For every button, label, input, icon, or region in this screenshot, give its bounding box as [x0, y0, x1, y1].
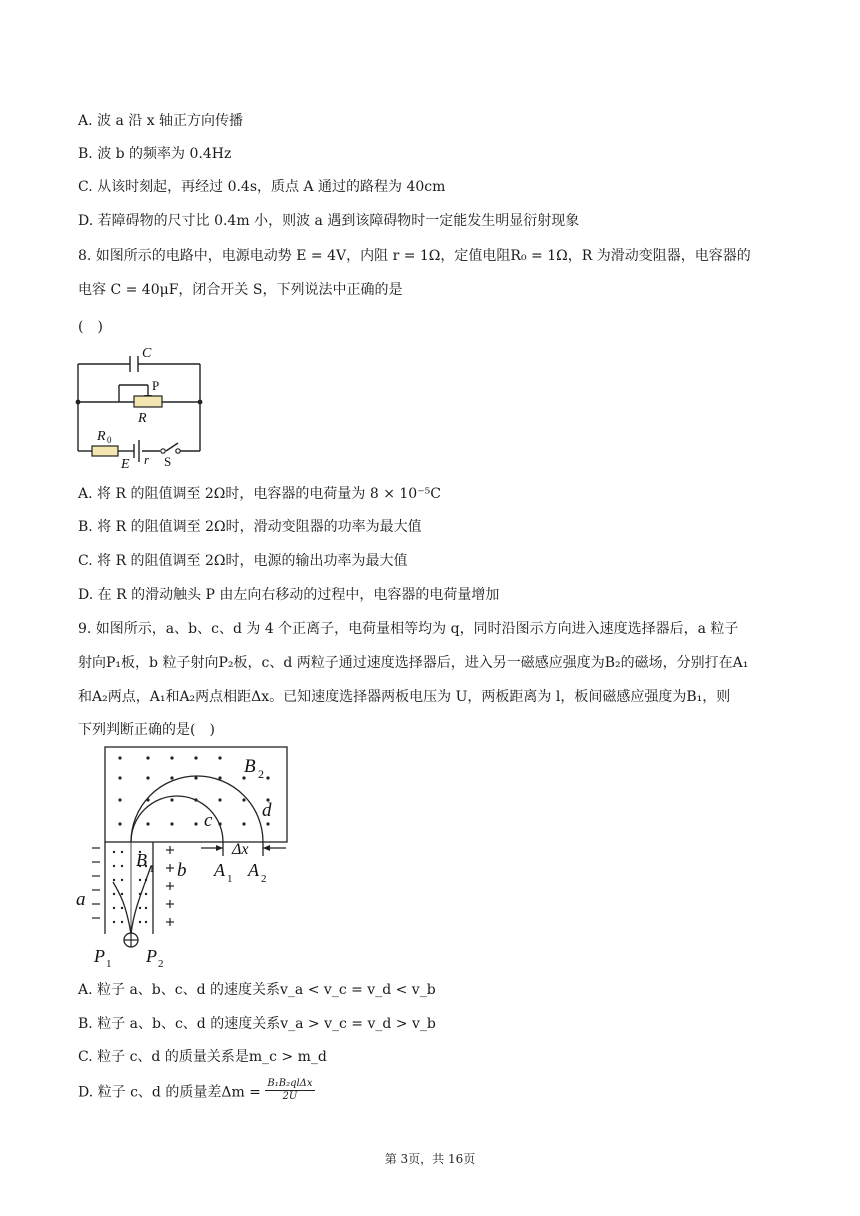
q9-option-d-prefix: D. 粒子 c、d 的质量差Δm =	[78, 1084, 266, 1101]
q9-stem-line4: 下列判断正确的是( )	[78, 722, 215, 738]
trajectory-a-label: a	[76, 889, 86, 910]
trajectory-d-label: d	[262, 800, 272, 821]
emf-label: E	[121, 457, 130, 470]
internal-resistance-label: r	[144, 452, 150, 467]
fraction-numerator: B₁B₂qlΔx	[267, 1078, 313, 1089]
q8-stem-line2: 电容 C = 40μF，闭合开关 S，下列说法中正确的是	[78, 282, 403, 298]
q9-stem-line3: 和A₂两点，A₁和A₂两点相距Δx。已知速度选择器两板电压为 U，两板距离为 l，板间磁感应强度为B₁，则	[78, 689, 731, 705]
q9-option-c: C. 粒子 c、d 的质量关系是m_c > m_d	[78, 1049, 327, 1065]
rheostat-label: R	[138, 411, 147, 426]
q7-option-a: A. 波 a 沿 x 轴正方向传播	[78, 113, 244, 129]
point-a1-subscript: 1	[227, 873, 233, 885]
resistor-r0-subscript: 0	[107, 435, 112, 445]
q8-circuit-diagram	[72, 340, 212, 470]
trajectory-b-label: b	[177, 860, 187, 881]
b2-label: B	[244, 756, 256, 777]
q7-option-b: B. 波 b 的频率为 0.4Hz	[78, 146, 232, 162]
q8-option-b: B. 将 R 的阻值调至 2Ω时，滑动变阻器的功率为最大值	[78, 519, 422, 535]
plate-p2-subscript: 2	[158, 958, 164, 969]
delta-x-label: Δx	[232, 841, 249, 858]
b1-subscript: 1	[149, 863, 155, 875]
q9-option-b: B. 粒子 a、b、c、d 的速度关系v_a > v_c = v_d > v_b	[78, 1016, 436, 1032]
page-footer: 第 3页，共 16页	[384, 1152, 476, 1166]
q9-option-d	[78, 1078, 315, 1103]
resistor-r0-label: R	[97, 429, 106, 444]
point-a2-label: A	[248, 860, 259, 880]
q8-stem-line1: 8. 如图所示的电路中，电源电动势 E = 4V，内阻 r = 1Ω，定值电阻R₀ = 1Ω，R 为滑动变阻器，电容器的	[78, 248, 751, 264]
q8-answer-paren: ( )	[78, 319, 103, 335]
point-a2-subscript: 2	[261, 873, 267, 885]
point-a1-label: A	[214, 860, 225, 880]
b2-subscript: 2	[258, 767, 264, 781]
b1-label: B	[136, 850, 147, 870]
q7-option-d: D. 若障碍物的尺寸比 0.4m 小，则波 a 遇到该障碍物时一定能发生明显衍射现象	[78, 213, 580, 229]
q8-option-d: D. 在 R 的滑动触头 P 由左向右移动的过程中，电容器的电荷量增加	[78, 587, 500, 603]
plate-p1-subscript: 1	[106, 958, 112, 969]
fraction-denominator: 2U	[282, 1091, 298, 1102]
q7-option-c: C. 从该时刻起，再经过 0.4s，质点 A 通过的路程为 40cm	[78, 179, 446, 195]
plate-p1-label: P	[94, 946, 105, 966]
q8-option-c: C. 将 R 的阻值调至 2Ω时，电源的输出功率为最大值	[78, 553, 408, 569]
mass-difference-fraction	[265, 1078, 314, 1103]
slider-label: P	[152, 378, 160, 393]
plate-p2-label: P	[146, 946, 157, 966]
q9-stem-line1: 9. 如图所示，a、b、c、d 为 4 个正离子，电荷量相等均为 q，同时沿图示方向进入速度选择器后，a 粒子	[78, 621, 739, 637]
q9-stem-line2: 射向P₁板，b 粒子射向P₂板，c、d 两粒子通过速度选择器后，进入另一磁感应强度为B₂的磁场，分别打在A₁	[78, 655, 749, 671]
switch-label: S	[164, 454, 172, 469]
q9-mass-spectrometer-diagram	[76, 744, 296, 969]
trajectory-c-label: c	[204, 810, 213, 831]
q8-option-a: A. 将 R 的阻值调至 2Ω时，电容器的电荷量为 8 × 10⁻⁵C	[78, 486, 441, 502]
q9-option-a: A. 粒子 a、b、c、d 的速度关系v_a < v_c = v_d < v_b	[78, 982, 436, 998]
capacitor-label: C	[142, 346, 152, 361]
